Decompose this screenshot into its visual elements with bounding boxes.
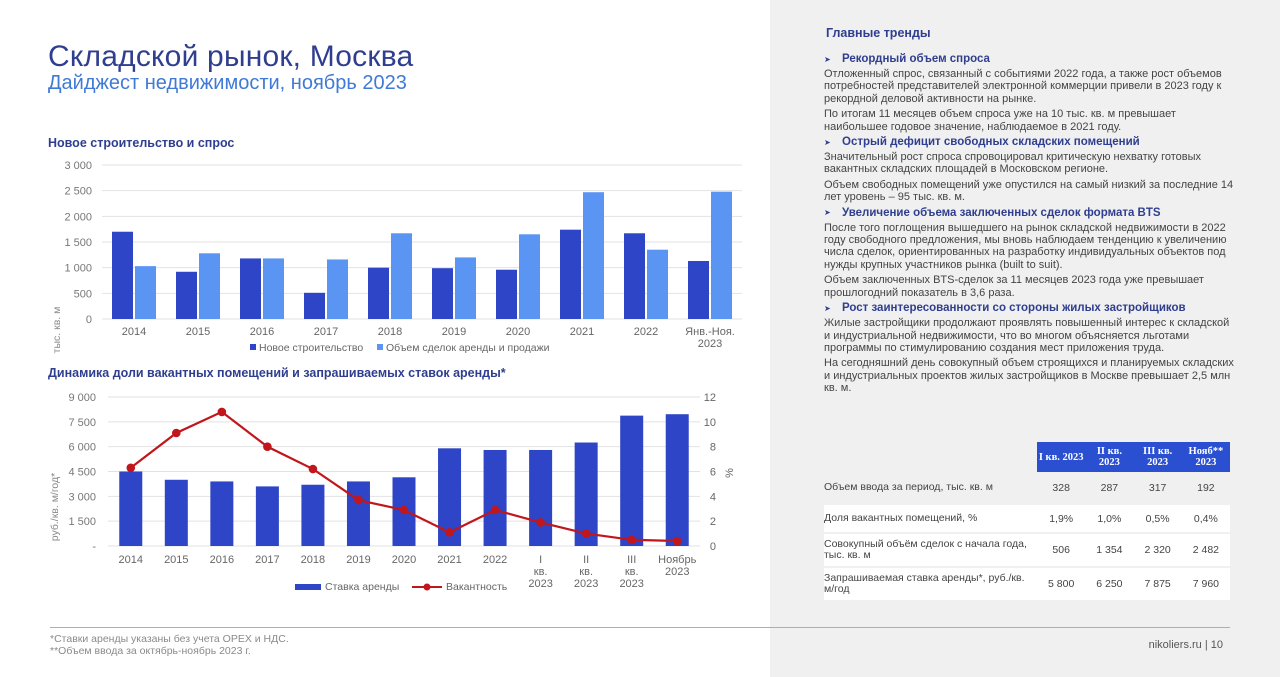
x-tick-label: 2014: [121, 326, 147, 338]
y-tick-label-left: 7 500: [68, 416, 96, 429]
stats-header-empty: [824, 442, 1037, 472]
demand-bar: [263, 258, 284, 319]
demand-bar: [647, 250, 668, 319]
vacancy-point: [445, 528, 454, 537]
x-tick-label: 2023: [573, 578, 599, 590]
cell-value: 0,4%: [1182, 504, 1230, 533]
vacancy-point: [309, 465, 318, 474]
demand-bar: [519, 234, 540, 319]
y-tick-label-left: 4 500: [68, 466, 96, 479]
stats-header-row: [824, 442, 1230, 472]
footer-divider: [50, 627, 1230, 628]
demand-bar: [199, 253, 220, 319]
x-tick-label: 2015: [164, 554, 189, 566]
y-tick-label-right: 12: [703, 392, 716, 404]
legend-label-vacancy: Вакантность: [446, 581, 508, 593]
cell-value: 0,5%: [1134, 504, 1182, 533]
trend-paragraph: Объем свободных помещений уже опустился на самый низкий за последние 14 лет уровень – 95 тыс. кв. м.: [824, 178, 1234, 204]
legend-label-demand: Объем сделок аренды и продажи: [386, 342, 550, 354]
cell-value: 1 354: [1085, 533, 1133, 567]
trend-paragraph: На сегодняшний день совокупный объем строящихся и планируемых складских и индустриальных проектов жилых застройщиков в Москве превышает 2,5 млн кв. м.: [824, 357, 1234, 395]
trend-paragraph: Значительный рост спроса спровоцировал критическую нехватку готовых вакантных складских площадей в Московском регионе.: [824, 151, 1202, 176]
rent-bar: [210, 481, 233, 546]
y-tick-label-left: 6 000: [68, 441, 96, 454]
rent-bar: [119, 472, 142, 547]
y-axis-label: тыс. кв. м: [51, 306, 63, 354]
legend-label-construction: Новое строительство: [259, 342, 364, 354]
arrow-bullet-icon: ➤: [824, 303, 831, 313]
x-tick-label: 2021: [437, 554, 462, 566]
demand-bar: [711, 192, 732, 319]
legend-swatch-demand: [377, 344, 383, 350]
y-tick-label-right: 2: [709, 516, 716, 529]
y-tick-label: 500: [73, 288, 92, 301]
chart1-title: Новое строительство и спрос: [48, 136, 235, 150]
stats-header-q3: III кв. 2023: [1134, 442, 1182, 472]
footnotes: [50, 633, 289, 657]
table-row: [824, 472, 1230, 504]
trend-title-text: Рост заинтересованности со стороны жилых застройщиков: [842, 302, 1186, 315]
x-tick-label: 2021: [569, 326, 595, 338]
stats-header-q1: I кв. 2023: [1037, 442, 1085, 472]
demand-bar: [455, 257, 476, 319]
x-tick-label: 2022: [482, 554, 508, 566]
construction-bar: [240, 258, 261, 319]
vacancy-point: [218, 408, 227, 417]
x-tick-label: 2018: [377, 326, 403, 338]
trend-title: [824, 53, 1234, 65]
rent-bar: [301, 485, 324, 546]
trend-title: [824, 136, 1234, 148]
x-tick-label: 2019: [441, 326, 467, 338]
legend-label-rent: Ставка аренды: [325, 581, 400, 593]
x-tick-label: 2017: [255, 554, 280, 566]
cell-value: 317: [1134, 472, 1182, 504]
trends-section: [824, 26, 1234, 398]
x-tick-label: 2022: [633, 326, 659, 338]
vacancy-point: [582, 529, 591, 538]
trend-paragraph: Объем заключенных BTS-сделок за 11 месяцев 2023 года уже превышает прошлогодний показатель в 3,6 раза.: [824, 274, 1204, 299]
legend-swatch-rent: [295, 584, 321, 590]
arrow-bullet-icon: ➤: [824, 137, 831, 147]
trend-paragraph: Отложенный спрос, связанный с событиями 2022 года, а также рост объемов потребностей представителей электронной коммерции привели в 2023 году к рекордной деловой активности на рынке.: [824, 68, 1222, 105]
stats-header-nov: Нояб** 2023: [1182, 442, 1230, 472]
y-axis-label-left: руб./кв. м/год*: [49, 472, 61, 542]
y-tick-label-right: 4: [709, 491, 716, 504]
y-tick-label: 1 000: [64, 262, 92, 275]
trend-paragraph: После того поглощения вышедшего на рынок складской недвижимости в 2022 году свободного предложения, мы вновь наблюдаем тенденцию к увеличению числа сделок, ориентированных на разработку индивидуальных объектов под нужды крупных участников рынка (built to suit).: [824, 221, 1227, 271]
trends-heading: Главные тренды: [826, 26, 931, 40]
x-tick-label: 2018: [300, 554, 326, 566]
table-row: [824, 533, 1230, 567]
x-tick-label: кв.: [624, 566, 639, 578]
x-tick-label: 2016: [249, 326, 275, 338]
stats-header-q2: II кв. 2023: [1085, 442, 1133, 472]
x-tick-label: 2014: [118, 554, 144, 566]
x-tick-label: кв.: [533, 566, 548, 578]
cell-value: 5 800: [1037, 567, 1085, 601]
rent-bar: [165, 480, 188, 546]
x-tick-label: 2016: [209, 554, 235, 566]
rent-bar: [620, 416, 643, 546]
cell-value: 506: [1037, 533, 1085, 567]
y-tick-label-right: 0: [709, 541, 716, 553]
vacancy-point: [673, 537, 682, 546]
rent-bar: [484, 450, 507, 546]
construction-bar: [368, 268, 389, 319]
construction-demand-chart: [40, 150, 760, 360]
table-row: [824, 504, 1230, 533]
y-tick-label-right: 6: [709, 466, 716, 479]
vacancy-point: [627, 535, 636, 544]
vacancy-point: [491, 506, 500, 515]
cell-value: 7 960: [1182, 567, 1230, 601]
table-row: [824, 567, 1230, 601]
y-axis-label-right: %: [724, 468, 736, 478]
legend-swatch-construction: [250, 344, 256, 350]
cell-value: 1,9%: [1037, 504, 1085, 533]
x-tick-label: 2023: [664, 566, 690, 578]
vacancy-point: [536, 518, 545, 527]
x-tick-label: II: [583, 554, 590, 566]
site-page-number: nikoliers.ru | 10: [1148, 639, 1223, 651]
rent-bar: [347, 481, 370, 546]
demand-bar: [327, 259, 348, 319]
x-tick-label: 2020: [505, 326, 531, 338]
y-tick-label-left: 9 000: [68, 392, 96, 404]
x-tick-label: 2015: [185, 326, 211, 338]
y-tick-label-right: 10: [703, 416, 716, 429]
trend-list: [824, 53, 1234, 395]
construction-bar: [560, 230, 581, 319]
construction-bar: [688, 261, 709, 319]
vacancy-point: [172, 429, 181, 438]
y-tick-label-left: 1 500: [68, 516, 96, 529]
row-label: Запрашиваемая ставка аренды*, руб./кв. м/год: [824, 567, 1037, 601]
construction-bar: [432, 268, 453, 319]
construction-bar: [496, 270, 517, 319]
x-tick-label: III: [627, 554, 637, 566]
trend-title-text: Острый дефицит свободных складских помещений: [842, 136, 1140, 149]
cell-value: 192: [1182, 472, 1230, 504]
y-tick-label: 1 500: [64, 237, 92, 249]
x-tick-label: 2019: [346, 554, 371, 566]
row-label: Объем ввода за период, тыс. кв. м: [824, 472, 1037, 504]
cell-value: 328: [1037, 472, 1085, 504]
stats-table: [824, 442, 1230, 602]
legend-marker-vacancy: [424, 584, 431, 591]
demand-bar: [135, 266, 156, 319]
y-tick-label: 2 000: [64, 211, 92, 224]
y-tick-label-right: 8: [709, 441, 716, 454]
rent-bar: [256, 486, 279, 546]
cell-value: 287: [1085, 472, 1133, 504]
x-tick-label: 2020: [391, 554, 417, 566]
y-tick-label: 2 500: [64, 185, 92, 198]
chart2-title: Динамика доли вакантных помещений и запрашиваемых ставок аренды*: [48, 366, 506, 380]
vacancy-rent-chart: [40, 385, 760, 600]
x-tick-label: 2023: [619, 578, 644, 590]
x-tick-label: 2017: [313, 326, 339, 338]
x-tick-label: 2023: [697, 338, 723, 350]
demand-bar: [583, 192, 604, 319]
x-tick-label: 2023: [528, 578, 553, 590]
vacancy-point: [400, 506, 409, 515]
arrow-bullet-icon: ➤: [824, 54, 831, 64]
y-tick-label-left: -: [92, 541, 96, 553]
vacancy-point: [126, 463, 135, 472]
y-tick-label-left: 3 000: [68, 491, 96, 504]
trend-title-text: Рекордный объем спроса: [842, 53, 990, 65]
footnote-2: **Объем ввода за октябрь-ноябрь 2023 г.: [50, 645, 251, 657]
x-tick-label: Ноябрь: [658, 554, 697, 566]
cell-value: 1,0%: [1085, 504, 1133, 533]
construction-bar: [624, 233, 645, 319]
vacancy-point: [354, 496, 363, 505]
demand-bar: [391, 233, 412, 319]
arrow-bullet-icon: ➤: [824, 208, 831, 218]
footnote-1: *Ставки аренды указаны без учета OPEX и НДС.: [50, 633, 289, 645]
construction-bar: [304, 293, 325, 319]
trend-title-text: Увеличение объема заключенных сделок формата BTS: [842, 206, 1161, 219]
row-label: Совокупный объём сделок с начала года, тыс. кв. м: [824, 533, 1037, 567]
y-tick-label: 0: [85, 314, 92, 326]
page-title: Складской рынок, Москва: [48, 40, 414, 73]
trend-paragraph: Жилые застройщики продолжают проявлять повышенный интерес к складской и индустриальной недвижимости, что во многом объясняется льготами программы по стимулированию создания мест приложения труда.: [824, 317, 1230, 354]
x-tick-label: кв.: [579, 566, 594, 578]
y-tick-label: 3 000: [64, 160, 92, 172]
row-label: Доля вакантных помещений, %: [824, 504, 1037, 533]
construction-bar: [176, 272, 197, 319]
rent-bar: [666, 414, 689, 546]
cell-value: 6 250: [1085, 567, 1133, 601]
rent-bar: [529, 450, 552, 546]
trend-paragraph: По итогам 11 месяцев объем спроса уже на 10 тыс. кв. м превышает наибольшее годовое значение, наблюдаемое в 2021 году.: [824, 108, 1176, 133]
x-tick-label: Янв.-Ноя.: [685, 326, 735, 338]
x-tick-label: I: [539, 554, 543, 566]
construction-bar: [112, 232, 133, 319]
vacancy-point: [263, 442, 272, 451]
trend-title: [824, 302, 1234, 314]
page-subtitle: Дайджест недвижимости, ноябрь 2023: [48, 72, 407, 94]
cell-value: 2 320: [1134, 533, 1182, 567]
trend-title: [824, 207, 1234, 219]
cell-value: 7 875: [1134, 567, 1182, 601]
cell-value: 2 482: [1182, 533, 1230, 567]
